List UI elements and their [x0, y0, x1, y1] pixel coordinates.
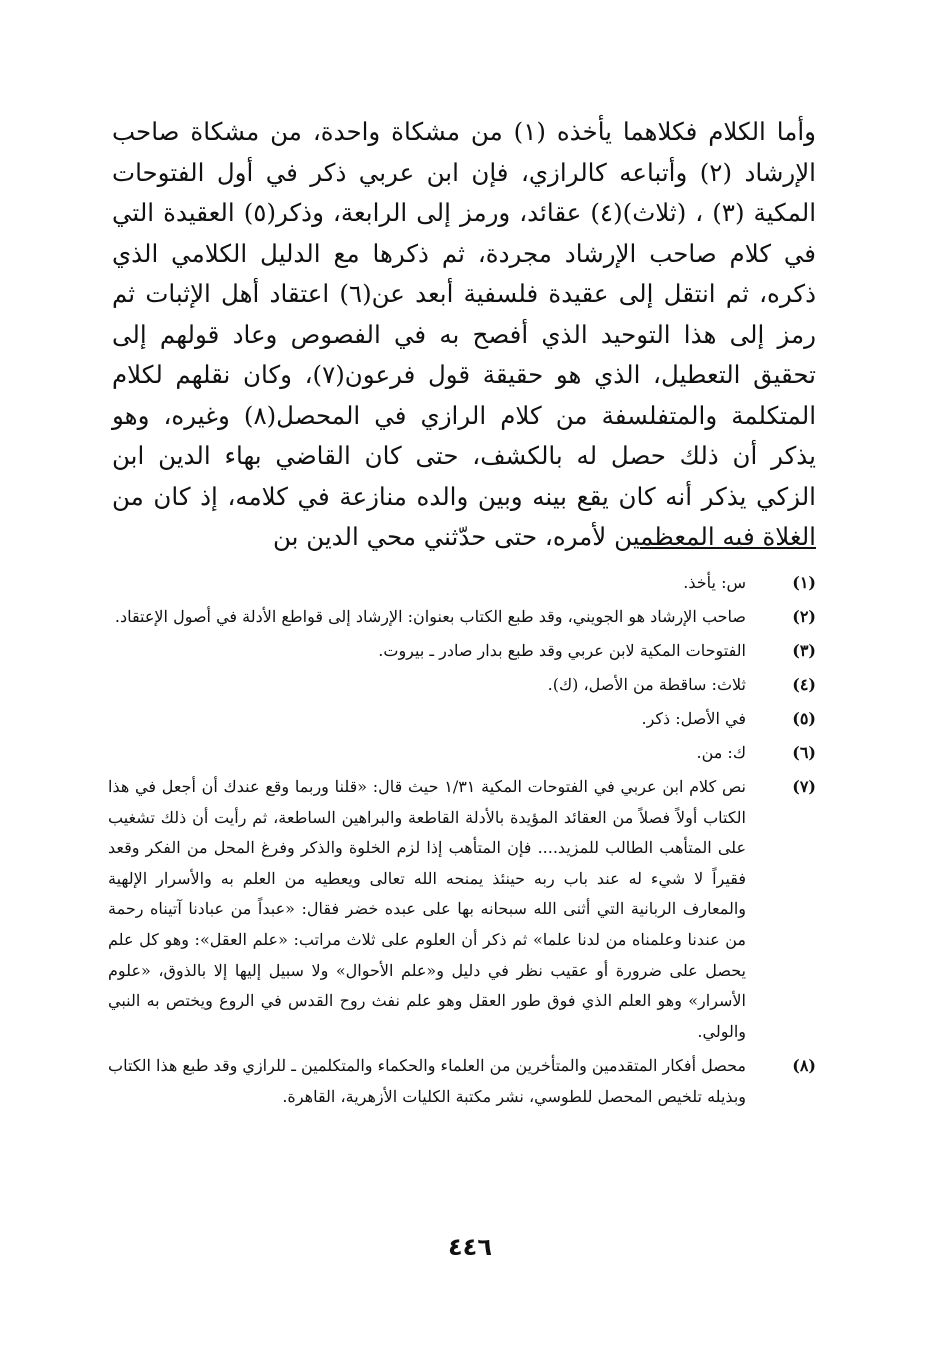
page-number: ٤٤٦ — [448, 1233, 492, 1261]
footnote-number: (١) — [792, 573, 816, 592]
footnote-text: صاحب الإرشاد هو الجويني، وقد طبع الكتاب بعنوان: الإرشاد إلى قواطع الأدلة في أصول الإعتقاد. — [114, 607, 746, 626]
footnote-text: الفتوحات المكية لابن عربي وقد طبع بدار صادر ـ بيروت. — [378, 641, 746, 660]
footnote-text: نص كلام ابن عربي في الفتوحات المكية ١/٣١ حيث قال: «قلنا وربما وقع عندك أن أجعل في هذا الكتاب أولاً فصلاً من العقائد المؤيدة بالأدلة القاطعة والبراهين الساطعة، ثم رأيت أن ذلك تشغيب على المتأهب الطالب للمزيد.... فإن المتأهب إذا لزم الخلوة والذكر وفرغ المحل من الفكر وقعد فقيراً لا شيء له عند باب ربه حينئذ يمنحه الله تعالى ويعطيه من العلم به والأسرار الإلهية والمعارف الربانية التي أثنى الله سبحانه بها على عبده خضر فقال: «عبداً من عبادنا آتيناه رحمة من عندنا وعلمناه من لدنا علما» ثم ذكر أن العلوم على ثلاث مراتب: «علم العقل»: وهو كل علم يحصل على ضرورة أو عقيب نظر في دليل و«علم الأحوال» ولا سبيل إليها إلا بالذوق، «علوم الأسرار» وهو العلم الذي فوق طور العقل وهو علم نفث روح القدس في الروع ويختص به النبي والولي. — [108, 777, 747, 1041]
footnote-number: (٣) — [792, 641, 816, 660]
footnote-text: ثلاث: ساقطة من الأصل، (ك). — [547, 675, 746, 694]
footnote-5 — [108, 704, 816, 734]
footnote-3 — [108, 636, 816, 666]
footnote-8 — [108, 1051, 816, 1112]
footnote-6 — [108, 738, 816, 768]
footnote-separator — [640, 547, 816, 549]
footnote-number: (٥) — [792, 709, 816, 728]
footnote-number: (٤) — [792, 675, 816, 694]
footnote-text: ك: من. — [696, 743, 746, 762]
footnotes — [108, 568, 816, 1117]
footnote-text: س: يأخذ. — [683, 573, 746, 592]
main-paragraph: وأما الكلام فكلاهما يأخذه (١) من مشكاة واحدة، من مشكاة صاحب الإرشاد (٢) وأتباعه كالرازي، فإن ابن عربي ذكر في أول الفتوحات المكية (٣) ، (ثلاث)(٤) عقائد، ورمز إلى الرابعة، وذكر(٥) العقيدة التي في كلام صاحب الإرشاد مجردة، ثم ذكرها مع الدليل الكلامي الذي ذكره، ثم انتقل إلى عقيدة فلسفية أبعد عن(٦) اعتقاد أهل الإثبات ثم رمز إلى هذا التوحيد الذي أفصح به في الفصوص وعاد قولهم إلى تحقيق التعطيل، الذي هو حقيقة قول فرعون(٧)، وكان نقلهم لكلام المتكلمة والمتفلسفة من كلام الرازي في المحصل(٨) وغيره، وهو يذكر أن ذلك حصل له بالكشف، حتى كان القاضي بهاء الدين ابن الزكي يذكر أنه كان يقع بينه وبين والده منازعة في كلامه، إذ كان من الغلاة فيه المعظمين لأمره، حتى حدّثني محي الدين بن — [112, 117, 817, 551]
footnote-number: (٢) — [792, 607, 816, 626]
footnote-number: (٧) — [792, 777, 816, 796]
footnote-2 — [108, 602, 816, 632]
footnote-number: (٨) — [792, 1056, 816, 1076]
footnote-7 — [108, 772, 816, 1047]
footnote-1 — [108, 568, 816, 598]
footnote-4 — [108, 670, 816, 700]
footnote-text: محصل أفكار المتقدمين والمتأخرين من العلماء والحكماء والمتكلمين ـ للرازي وقد طبع هذا الكتاب وبذيله تلخيص المحصل للطوسي، نشر مكتبة الكليات الأزهرية، القاهرة. — [108, 1056, 746, 1106]
footnote-text: في الأصل: ذكر. — [641, 709, 746, 728]
main-text-block — [112, 112, 816, 558]
footnote-number: (٦) — [792, 743, 816, 762]
